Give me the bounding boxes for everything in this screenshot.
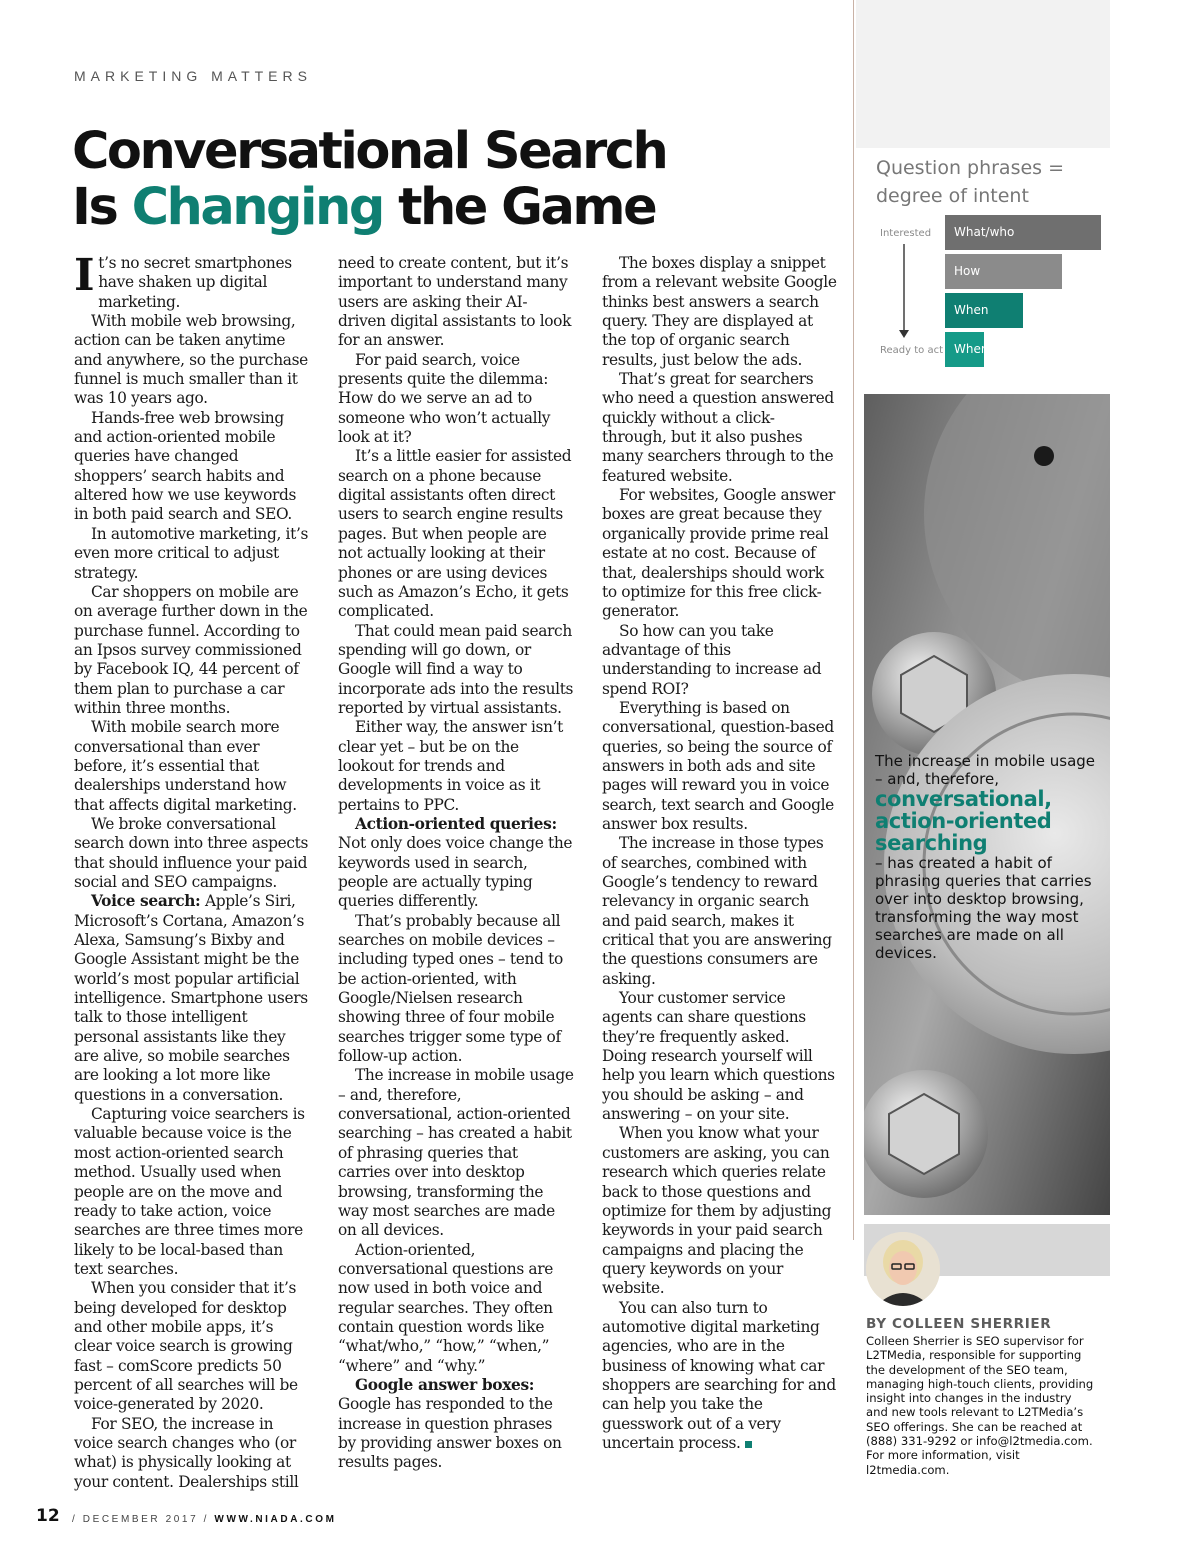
paragraph: That could mean paid search spending will go down, or Google will find a way to incorporate ads into the results reported by virtual assistants. (338, 621, 574, 717)
paragraph: The increase in mobile usage – and, therefore, conversational, action-oriented searching – has created a habit of phrasing queries that carries over into desktop browsing, transforming the way most searches are made on all devices. (338, 1066, 574, 1240)
paragraph: Either way, the answer isn’t clear yet – but be on the lookout for trends and developments in voice as it pertains to PPC. (338, 718, 564, 814)
author-photo-icon (866, 1232, 940, 1306)
subhead-voice-search: Voice search: (91, 892, 201, 911)
subhead-action-oriented: Action-oriented queries: (355, 814, 557, 833)
paragraph: You can also turn to automotive digital marketing agencies, who are in the business of knowing what car shoppers are searching for and can help you take the guesswork out of a very uncertain process. (602, 1298, 836, 1452)
chart-title: Question phrases = degree of intent (876, 157, 1065, 207)
end-mark-icon (745, 1441, 752, 1448)
paragraph: Car shoppers on mobile are on average further down in the purchase funnel. According to an Ipsos survey commissioned by Facebook IQ, 44 percent of them plan to purchase a car within three months. (74, 582, 308, 717)
headline-line-2-post: the Game (382, 178, 656, 237)
bar-label-when: When (954, 303, 989, 317)
article-column-1 (74, 250, 310, 1492)
section-kicker: MARKETING MATTERS (74, 68, 312, 84)
arrow-down-icon (899, 330, 909, 338)
paragraph: Action-oriented, conversational questions are now used in both voice and regular searches. They often contain question words like “what/who,” “how,” “when,” “where” and “why.” (338, 1240, 553, 1375)
paragraph: For websites, Google answer boxes are great because they organically provide prime real estate at no cost. Because of that, dealerships should work to optimize for this free click-generator. (602, 486, 836, 621)
paragraph: The boxes display a snippet from a relevant website Google thinks best answers a search query. They are displayed at the top of organic search results, just below the ads. (602, 254, 837, 369)
chart-canvas (866, 148, 1110, 393)
article-column-2 (338, 254, 574, 1473)
footer-line (72, 1514, 337, 1525)
paragraph: We broke conversational search down into three aspects that should influence your paid social and SEO campaigns. (74, 814, 309, 891)
author-byline: BY COLLEEN SHERRIER (866, 1316, 1052, 1332)
pull-quote-emphasis: conversational, action-oriented searching (875, 787, 1052, 855)
chart-bars (945, 215, 1101, 367)
pull-quote (875, 752, 1097, 962)
headline-line-2-pre: Is (72, 178, 132, 237)
bar-label-how: How (954, 264, 981, 278)
paragraph: For SEO, the increase in voice search changes who (or what) is physically looking at your content. Dealerships still (74, 1414, 299, 1491)
axis-label-top: Interested (880, 228, 932, 239)
paragraph: Not only does voice change the keywords used in search, people are actually typing queries differently. (338, 834, 573, 911)
headline-accent-word: Changing (131, 178, 383, 237)
paragraph: With mobile web browsing, action can be taken anytime and anywhere, so the purchase funnel is much smaller than it was 10 years ago. (74, 312, 308, 408)
pull-quote-tail: – has created a habit of phrasing queries that carries over into desktop browsing, transforming the way most searches are made on all devices. (875, 854, 1092, 962)
paragraph: need to create content, but it’s important to understand many users are asking their AI-driven digital assistants to look for an answer. (338, 254, 572, 350)
paragraph: Google has responded to the increase in question phrases by providing answer boxes on results pages. (338, 1395, 562, 1472)
drop-cap: I (74, 250, 95, 301)
article-column-3 (602, 254, 838, 1453)
footer-site: WWW.NIADA.COM (214, 1514, 337, 1525)
paragraph: In automotive marketing, it’s even more critical to adjust strategy. (74, 524, 309, 582)
paragraph: So how can you take advantage of this understanding to increase ad spend ROI? (602, 621, 822, 698)
author-bio: Colleen Sherrier is SEO supervisor for L2TMedia, responsible for supporting the development of the SEO team, managing high-touch clients, providing insight into changes in the industry and new tools relevant to L2TMedia’s SEO offerings. She can be reached at (888) 331-9292 or info@l2tmedia.com. For more information, visit l2tmedia.com. (866, 1334, 1094, 1477)
axis-label-bottom: Ready to act (880, 345, 943, 356)
paragraph: For paid search, voice presents quite the dilemma: How do we serve an ad to someone who won’t actually look at it? (338, 350, 551, 447)
page-number: 12 (36, 1506, 60, 1526)
paragraph: Capturing voice searchers is valuable because voice is the most action-oriented search method. Usually used when people are on the move and ready to take action, voice searches are three times more likely to be local-based than text searches. (74, 1105, 305, 1278)
subhead-answer-boxes: Google answer boxes: (355, 1375, 535, 1394)
pull-quote-lead: The increase in mobile usage – and, therefore, (875, 752, 1096, 788)
article-headline (72, 124, 832, 236)
column-divider (853, 0, 854, 1240)
paragraph: That’s great for searchers who need a question answered quickly without a click-through, but it also pushes many searchers through to the featured website. (602, 370, 834, 485)
paragraph: It’s no secret smartphones have shaken up digital marketing. (74, 250, 292, 311)
bar-label-where: Where (954, 342, 993, 356)
intent-chart (866, 148, 1110, 393)
footer-date: / DECEMBER 2017 / (72, 1514, 210, 1525)
paragraph: Your customer service agents can share questions they’re frequently asked. Doing research yourself will help you learn which questions you should be asking – and answering – on your site. (602, 989, 835, 1124)
paragraph: It’s a little easier for assisted search on a phone because digital assistants often direct users to search engine results pages. But when people are not actually looking at their phones or are using devices such as Amazon’s Echo, it gets complicated. (338, 447, 572, 621)
paragraph: Voice search: Apple’s Siri, Microsoft’s Cortana, Amazon’s Alexa, Samsung’s Bixby and Google Assistant might be the world’s most popular artificial intelligence. Smartphone users talk to those intelligent personal assistants like they are alive, so mobile searches are looking a lot more like questions in a conversation. (74, 892, 308, 1104)
sidebar-top-panel (856, 0, 1110, 148)
bar-label-what-who: What/who (954, 225, 1015, 239)
paragraph: That’s probably because all searches on mobile devices – including typed ones – tend to be action-oriented, with Google/Nielsen research showing three of four mobile searches trigger some type of follow-up action. (338, 911, 563, 1066)
paragraph: When you know what your customers are asking, you can research which queries relate back to those questions and optimize for them by adjusting keywords in your paid search campaigns and placing the query keywords on your website. (602, 1124, 832, 1298)
paragraph: Hands-free web browsing and action-oriented mobile queries have changed shoppers’ search habits and altered how we use keywords in both paid search and SEO. (74, 408, 297, 524)
paragraph: Everything is based on conversational, question-based queries, so being the source of answers in both ads and site pages will reward you in voice search, text search and Google answer box results. (602, 698, 834, 833)
headline-line-1: Conversational Search (72, 122, 667, 181)
paragraph: With mobile search more conversational than ever before, it’s essential that dealerships understand how that affects digital marketing. (74, 718, 297, 814)
paragraph: When you consider that it’s being developed for desktop and other mobile apps, it’s clear voice search is growing fast – comScore predicts 50 percent of all searches will be voice-generated by 2020. (74, 1279, 298, 1414)
paragraph: The increase in those types of searches, combined with Google’s tendency to reward relevancy in organic search and paid search, makes it critical that you are answering the questions consumers are asking. (602, 834, 832, 988)
avatar (866, 1232, 940, 1306)
